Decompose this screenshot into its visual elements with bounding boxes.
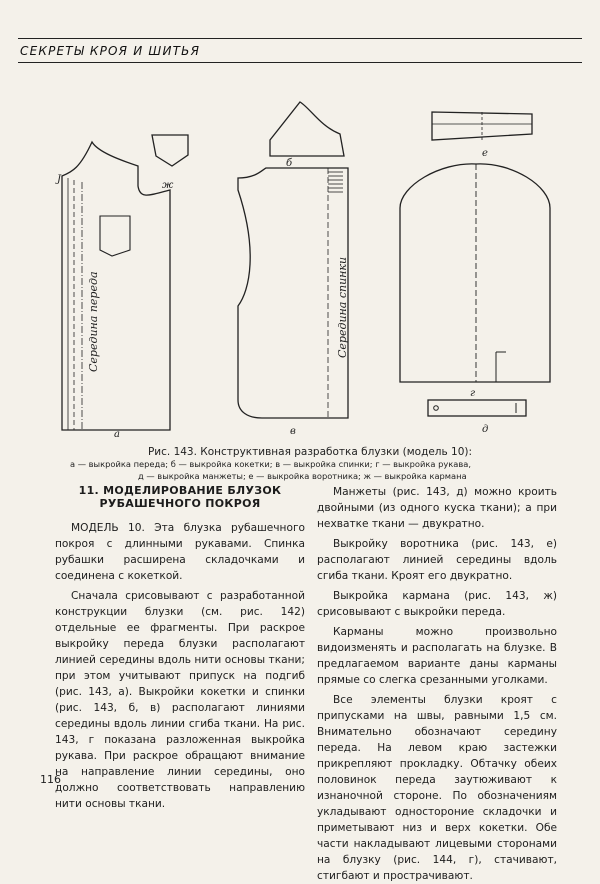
label-sered-pereda: Середина переда (87, 271, 100, 372)
label-zh: ж (162, 180, 174, 191)
right-paragraph-2: Выкройку воротника (рис. 143, е) располагают линией середины вдоль сгиба ткани. Кроят его двукратно. (317, 538, 557, 582)
figure-caption (60, 446, 560, 482)
header-rule-top (18, 38, 582, 39)
right-paragraph-5: Все элементы блузки кроят с припусками на швы, равными 1,5 см. Внимательно обозначают середину переда. На левом краю застежки прикрепляют прокладку. Обтачку обеих половинок переда заутюживают к изнаночной стороне. По обозначениям укладывают одностороние складочки и приметывают низ и верх кокетки. Обе части накладывают лицевыми сторонами на блузку (рис. 144, г), стачивают, стигбают и прострачивают. (317, 694, 557, 882)
label-e: е (482, 148, 488, 159)
collar-pattern-e (432, 112, 532, 159)
label-j: J (57, 174, 62, 185)
caption-title: Рис. 143. Конструктивная разработка блузки (модель 10): (147, 446, 473, 458)
caption-legend-2: д — выкройка манжеты; е — выкройка воротника; ж — выкройка кармана (138, 471, 467, 481)
page-number: 116 (40, 773, 61, 786)
page-header (0, 38, 600, 64)
sleeve-pattern-g (400, 164, 550, 399)
left-paragraph-1: МОДЕЛЬ 10. Эта блузка рубашечного покроя с длинными рукавами. Спинка рубашки расширена складочками и соединена с кокеткой. (55, 522, 305, 582)
running-head: СЕКРЕТЫ КРОЯ И ШИТЬЯ (20, 44, 201, 58)
caption-legend-1: а — выкройка переда; б — выкройка кокетки; в — выкройка спинки; г — выкройка рукава, (70, 459, 471, 469)
header-rule-bottom (18, 62, 582, 63)
front-pattern-a (55, 142, 170, 440)
label-b: б (286, 158, 293, 169)
cuff-pattern-d (428, 400, 526, 435)
pocket-pattern-zh (152, 135, 188, 191)
right-paragraph-4: Карманы можно произвольно видоизменять и располагать на блузке. В предлагаемом варианте даны карманы прямые со слегка срезанными уголками. (317, 626, 557, 686)
right-column (317, 484, 557, 884)
back-pattern-v (238, 168, 349, 437)
left-column (55, 484, 305, 812)
label-d: д (482, 424, 489, 435)
yoke-pattern-b (270, 102, 344, 169)
label-g: г (470, 388, 476, 399)
pattern-figure (0, 100, 600, 445)
right-paragraph-1: Манжеты (рис. 143, д) можно кроить двойными (из одного куска ткани); а при нехватке ткани — двукратно. (317, 486, 557, 530)
left-paragraph-2: Сначала срисовывают с разработанной конструкции блузки (см. рис. 142) отдельные ее фрагменты. При раскрое выкройку переда блузки располагают линией середины вдоль нити основы ткани; при этом учитывают припуск на подгиб (рис. 143, а). Выкройки кокетки и спинки (рис. 143, б, в) располагают линиями середины вдоль линии сгиба ткани. На рис. 143, г показана разложенная выкройка рукава. При раскрое обращают внимание на направление линии середины, оно должно соответствовать направлению нити основы ткани. (55, 590, 305, 810)
right-paragraph-3: Выкройка кармана (рис. 143, ж) срисовывают с выкройки переда. (317, 590, 557, 618)
label-a: а (114, 429, 120, 440)
label-sered-spinki: Середина спинки (336, 256, 349, 358)
section-title: 11. МОДЕЛИРОВАНИЕ БЛУЗОК РУБАШЕЧНОГО ПОКРОЯ (78, 484, 282, 510)
label-v: в (290, 426, 296, 437)
